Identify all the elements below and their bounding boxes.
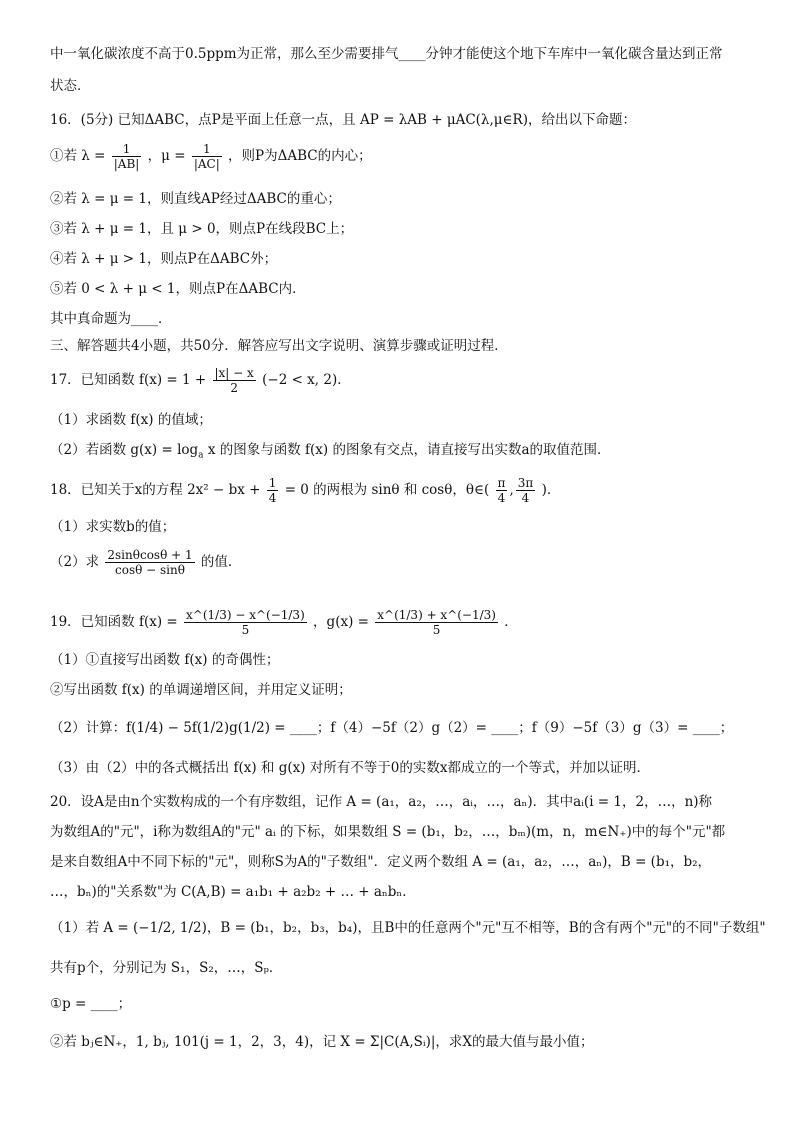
q16-item-2: ②若 λ = μ = 1，则直线AP经过ΔABC的重心； <box>50 191 341 207</box>
q16-conclusion: 其中真命题为____． <box>50 311 172 327</box>
fraction <box>213 366 256 395</box>
q20-part-1c: ①p = ____； <box>50 996 132 1012</box>
denominator: 5 <box>241 623 250 637</box>
q20-line: 为数组A的"元"，i称为数组A的"元" aᵢ 的下标，如果数组 S = (b₁，b₂，…，bₘ)(m，n，m∈N₊)中的每个"元"都 <box>50 824 726 840</box>
q20-line: 是来自数组A中不同下标的"元"，则称S为A的"子数组"．定义两个数组 A = (a₁，a₂，…，aₙ)，B = (b₁，b₂， <box>50 854 712 870</box>
q20-part-1d: ②若 bⱼ∈N₊，1, bⱼ, 101(j = 1，2，3，4)，记 X = Σ|C(A,Sᵢ)|，求X的最大值与最小值； <box>50 1034 594 1050</box>
denominator: 2 <box>230 381 238 395</box>
fraction <box>192 142 222 171</box>
text: ，则P为ΔABC的内心； <box>228 148 372 164</box>
q20-part-1: （1）若 A = (−1/2, 1/2)，B = (b₁，b₂，b₃，b₄)，且B中的任意两个"元"互不相等，B的含有两个"元"的不同"子数组" <box>50 920 766 936</box>
question-16: 16．(5分) 已知ΔABC，点P是平面上任意一点，且 AP = λAB + μAC(λ,μ∈R)，给出以下命题： <box>50 112 636 128</box>
section-heading: 三、解答题共4小题，共50分．解答应写出文字说明、演算步骤或证明过程． <box>50 338 508 354</box>
q19-part-1b: ②写出函数 f(x) 的单调递增区间，并用定义证明； <box>50 682 352 698</box>
denominator: 5 <box>432 623 441 637</box>
q16-item-4: ④若 λ + μ > 1，则点P在ΔABC外； <box>50 251 278 267</box>
q16-item-5: ⑤若 0 < λ + μ < 1，则点P在ΔABC内． <box>50 281 306 297</box>
text: x 的图象与函数 f(x) 的图象有交点，请直接写出实数a的取值范围． <box>203 442 611 458</box>
fraction <box>516 476 536 505</box>
fraction <box>105 548 194 577</box>
text: (−2 < x, 2)． <box>262 372 351 388</box>
q19-part-3: （3）由（2）中的各式概括出 f(x) 和 g(x) 对所有不等于0的实数x都成立的一个等式，并加以证明． <box>50 760 650 776</box>
text: ①若 λ = <box>50 148 106 164</box>
q20-line: 20．设A是由n个实数构成的一个有序数组，记作 A = (a₁，a₂，…，aᵢ，…，aₙ)．其中aᵢ(i = 1，2，…，n)称 <box>50 794 713 810</box>
fraction <box>496 476 508 505</box>
q17-part-2 <box>50 440 750 466</box>
numerator: x^(1/3) + x^(−1/3) <box>377 608 496 622</box>
q16-item-3: ③若 λ + μ = 1，且 μ > 0，则点P在线段BC上； <box>50 221 354 237</box>
numerator: 1 <box>112 142 142 157</box>
denominator: |AB| <box>113 157 140 171</box>
numerator: |x| − x <box>214 366 254 380</box>
q18-part-1: （1）求实数b的值； <box>50 519 176 535</box>
denominator: 4 <box>268 491 277 505</box>
text-line: 状态． <box>50 78 91 94</box>
q20-line: …，bₙ)的"关系数"为 C(A,B) = a₁b₁ + a₂b₂ + … + aₙbₙ． <box>50 884 416 900</box>
denominator: |AC| <box>193 157 220 171</box>
fraction <box>184 608 307 637</box>
text: )． <box>541 482 561 498</box>
text: 17．已知函数 f(x) = 1 + <box>50 372 207 388</box>
numerator: π <box>497 476 506 490</box>
fraction <box>375 608 498 637</box>
q16-item-1 <box>50 140 750 172</box>
numerator: 2sinθcosθ + 1 <box>107 548 193 562</box>
denominator: 4 <box>521 491 530 505</box>
q18-part-2 <box>50 546 750 578</box>
q17-part-1: （1）求函数 f(x) 的值域； <box>50 412 212 428</box>
text: = 0 的两根为 sinθ 和 cosθ，θ∈( <box>284 482 490 498</box>
text: ，μ = <box>147 148 186 164</box>
text-line: 中一氧化碳浓度不高于0.5ppm为正常，那么至少需要排气____分钟才能使这个地下车库中一氧化碳含量达到正常 <box>50 46 723 62</box>
subscript: a <box>198 450 204 461</box>
text: 19．已知函数 f(x) = <box>50 614 178 630</box>
fraction <box>112 142 142 171</box>
text: ． <box>504 614 518 630</box>
numerator: 1 <box>192 142 222 157</box>
question-19 <box>50 604 750 640</box>
text: 的值． <box>200 554 242 570</box>
denominator: cosθ − sinθ <box>115 563 185 577</box>
q19-part-2: （2）计算：f(1/4) − 5f(1/2)g(1/2) = ____；f（4）−5f（2）g（2）= ____；f（9）−5f（3）g（3）= ____； <box>50 720 734 736</box>
text: （2）若函数 g(x) = log <box>50 442 199 458</box>
question-17 <box>50 364 750 396</box>
text: （2）求 <box>50 554 100 570</box>
text: ，g(x) = <box>313 614 369 630</box>
question-18: 18．已知关于x的方程 2x² − bx + $\frac{1}{4}$ = 0 的两根为 sinθ 和 cosθ，θ∈( $\frac{\pi}{4}$ , $\frac{3\pi}{4}$ )． <box>50 476 561 505</box>
text: 18．已知关于x的方程 2x² − bx + <box>50 482 261 498</box>
numerator: 3π <box>517 476 534 490</box>
numerator: 1 <box>268 476 277 490</box>
q19-part-1: （1）①直接写出函数 f(x) 的奇偶性； <box>50 652 280 668</box>
q20-part-1b: 共有p个，分别记为 S₁，S₂，…，Sₚ． <box>50 960 283 976</box>
numerator: x^(1/3) − x^(−1/3) <box>186 608 305 622</box>
denominator: 4 <box>497 491 506 505</box>
fraction <box>267 476 279 505</box>
